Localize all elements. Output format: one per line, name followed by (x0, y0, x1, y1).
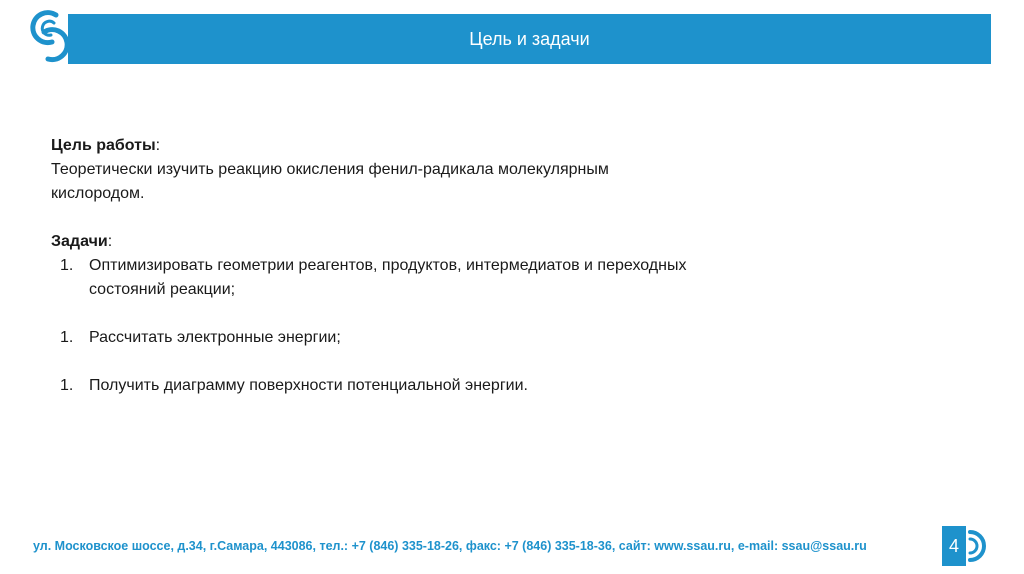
header-bar (68, 14, 991, 64)
page-number-label: 4 (948, 535, 959, 556)
ssau-small-logo-icon (966, 526, 996, 566)
tasks-colon: : (107, 233, 113, 250)
slide-content (51, 134, 691, 398)
footer-address: ул. Московское шоссе, д.34, г.Самара, 443086, тел.: +7 (846) 335-18-26, факс: +7 (846) 335-18-36, сайт: www.ssau.ru, e-mail: ssau@ssau.ru (33, 539, 867, 553)
task-text: Оптимизировать геометрии реагентов, продуктов, интермедиатов и переходных состояний реакции; (89, 257, 687, 298)
ssau-logo-icon (30, 10, 70, 64)
goal-text: Теоретически изучить реакцию окисления фенил-радикала молекулярным кислородом. (51, 161, 609, 202)
tasks-section (51, 230, 691, 398)
page-title: Цель и задачи (469, 28, 590, 49)
task-number: 1. (60, 329, 74, 346)
page-number (942, 526, 966, 566)
task-number: 1. (60, 257, 74, 274)
task-number: 1. (60, 377, 74, 394)
task-item (51, 374, 691, 398)
goal-heading: Цель работы (51, 137, 156, 154)
task-text: Получить диаграмму поверхности потенциальной энергии. (89, 377, 528, 394)
goal-colon: : (155, 137, 161, 154)
task-item (51, 326, 691, 350)
task-text: Рассчитать электронные энергии; (89, 329, 341, 346)
goal-section (51, 134, 691, 206)
goal-heading-line (51, 134, 691, 158)
tasks-heading-line (51, 230, 691, 254)
task-item (51, 254, 691, 302)
tasks-heading: Задачи (51, 233, 108, 250)
